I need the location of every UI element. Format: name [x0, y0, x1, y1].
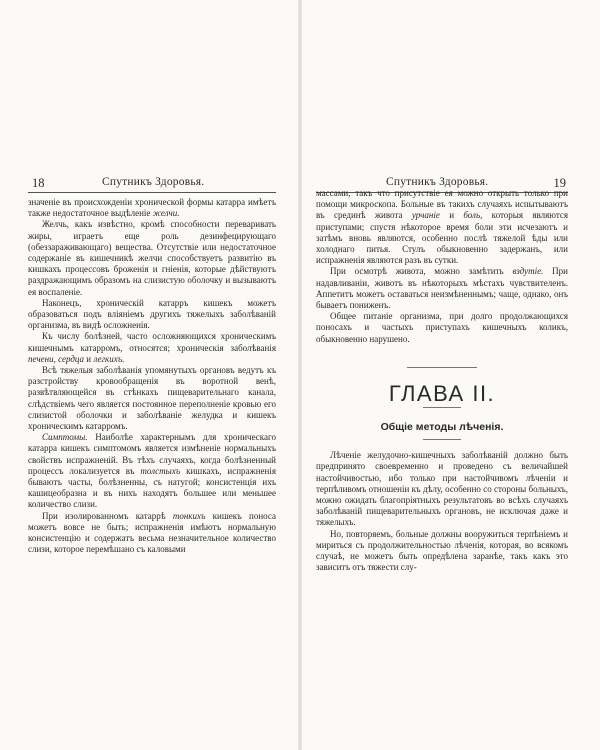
paragraph: [28, 197, 276, 219]
text-run: и: [439, 210, 464, 221]
emphasis-text: боль,: [463, 210, 483, 221]
emphasis-text: легкихъ.: [93, 353, 125, 364]
text-run: Лѣченіе желудочно-кишечныхъ заболѣваній должно быть предпринято своевременно и проведено съ величайшей настойчивостью, ибо только при настойчивомъ лѣченіи и терпѣливомъ отношеніи къ дѣлу, особенно со стороны больныхъ, можно ожидать благопріятныхъ результатовъ во всѣхъ случаяхъ заболѣваній пищеварительныхъ органовъ, не исключая даже и тяжелыхъ.: [316, 450, 568, 528]
left-text-column: [28, 197, 276, 556]
right-text-block-bottom: [316, 450, 568, 573]
emphasis-text: вздутіе.: [512, 266, 544, 277]
paragraph: [316, 266, 568, 311]
text-run: и: [84, 353, 94, 364]
paragraph: [28, 365, 276, 432]
text-run: При осмотрѣ живота, можно замѣтить: [330, 266, 513, 277]
text-run: Но, повторяемъ, больные должны вооружиться терпѣніемъ и мириться съ продолжительностью лѣченія, которая, во всякомъ случаѣ, не можетъ быть опредѣлена заранѣе, такъ какъ это зависитъ отъ тяжести слу-: [316, 528, 568, 573]
paragraph: [28, 331, 276, 365]
text-run: кишкахъ, испражненія бываютъ часты, болѣзненны, съ натугой; консистенція ихъ кашицеобразна и въ нихъ находятъ большее или меньшее количество слизи.: [28, 465, 276, 510]
paragraph: [316, 311, 568, 345]
emphasis-text: печени, сердца: [28, 353, 85, 364]
paragraph: [316, 188, 568, 266]
running-title: Спутникъ Здоровья.: [102, 176, 205, 188]
emphasis-text: толстыхъ: [140, 465, 181, 476]
chapter-underline: [423, 407, 461, 408]
text-run: При изолированномъ катаррѣ: [42, 510, 173, 521]
section-underline: [423, 439, 461, 440]
text-run: Къ числу болѣзней, часто осложняющихся хроническимъ кишечнымъ катарромъ, относятся; хроническія заболѣванія: [28, 331, 276, 353]
chapter-title: ГЛАВА II.: [388, 380, 496, 406]
text-run: При надавливаніи, животъ въ нѣкоторыхъ мѣстахъ чувствителенъ. Аппетитъ можетъ оставаться неизмѣненнымъ; чаще, однако, онъ бываетъ пониженъ.: [316, 266, 569, 311]
paragraph: [28, 511, 276, 556]
emphasis-text: тонкихъ: [172, 510, 206, 521]
paragraph: [28, 219, 276, 297]
paragraph: [28, 298, 276, 332]
right-text-column: [316, 188, 568, 573]
paragraph: [28, 432, 276, 510]
text-run: значеніе въ происхожденіи хронической формы катарра имѣетъ также недостаточное выдѣленіе: [28, 197, 276, 219]
page-number: 18: [32, 176, 45, 190]
emphasis-text: Симптомы.: [42, 432, 88, 443]
right-text-block-top: [316, 188, 568, 345]
text-run: Наконецъ, хроническій катарръ кишекъ можетъ образоваться подъ вліяніемъ другихъ тяжелыхъ заболѣваній организма, въ видѣ осложненія.: [28, 297, 276, 331]
right-page: [300, 0, 600, 750]
page-number: 19: [553, 176, 566, 190]
emphasis-text: желчи.: [152, 208, 180, 219]
section-title: Общіе методы лѣченія.: [380, 421, 504, 434]
chapter-divider: [407, 367, 477, 368]
text-run: Общее питаніе организма, при долго продолжающихся поносахъ и частыхъ приступахъ кишечныхъ коликъ, обыкновенно нарушено.: [316, 311, 568, 344]
text-run: которыя являются приступами; спустя нѣкоторое время боли эти исчезаютъ и затѣмъ вновь являются, особенно послѣ тяжелой ѣды или холоднаго питья. Стулъ обыкновенно задержанъ, или испражненія являются разъ въ сутки.: [316, 210, 568, 266]
emphasis-text: урчаніе: [411, 210, 440, 221]
header-rule: [28, 192, 276, 193]
running-title: Спутникъ Здоровья.: [386, 176, 489, 188]
text-run: массами, такъ что присутствіе ея можно открыть только при помощи микроскопа. Больные въ такихъ случаяхъ испытываютъ въ срединѣ живота: [316, 188, 568, 221]
text-run: Наиболѣе характернымъ для хроническаго катарра кишекъ симптомомъ является измѣненіе нормальныхъ свойствъ испражненій. Въ тѣхъ случаяхъ, когда болѣзненный процессъ локализуется въ: [28, 432, 276, 476]
paragraph: [316, 529, 568, 574]
text-run: Желчь, какъ извѣстно, кромѣ способности переваривать жиры, играетъ еще роль дезинфецирующаго (обеззараживающаго) вещества. Отсутствіе или недостаточное содержаніе въ кишечникѣ желчи способствуетъ развитію въ кишкахъ процессовъ броженія и гніенія, которые дѣйствуютъ раздражающимъ образомъ на слизистую оболочку и вызываютъ ея воспаленіе.: [28, 219, 276, 297]
text-run: кишекъ поноса можетъ вовсе не быть; испражненія имѣютъ нормальную консистенцію и содержатъ весьма незначительное количество слизи, которое перемѣшано съ каловыми: [28, 510, 276, 555]
text-run: Всѣ тяжелыя заболѣванія упомянутыхъ органовъ ведутъ къ разстройству кровообращенія въ воротной венѣ, развѣтвляющейся въ стѣнкахъ пищеварительнаго канала, слѣдствіемъ чего является постоянное переполненіе кровью его слизистой оболочки и заболѣваніе желудка и кишекъ хроническимъ катарромъ.: [28, 365, 276, 432]
paragraph: [316, 450, 568, 528]
